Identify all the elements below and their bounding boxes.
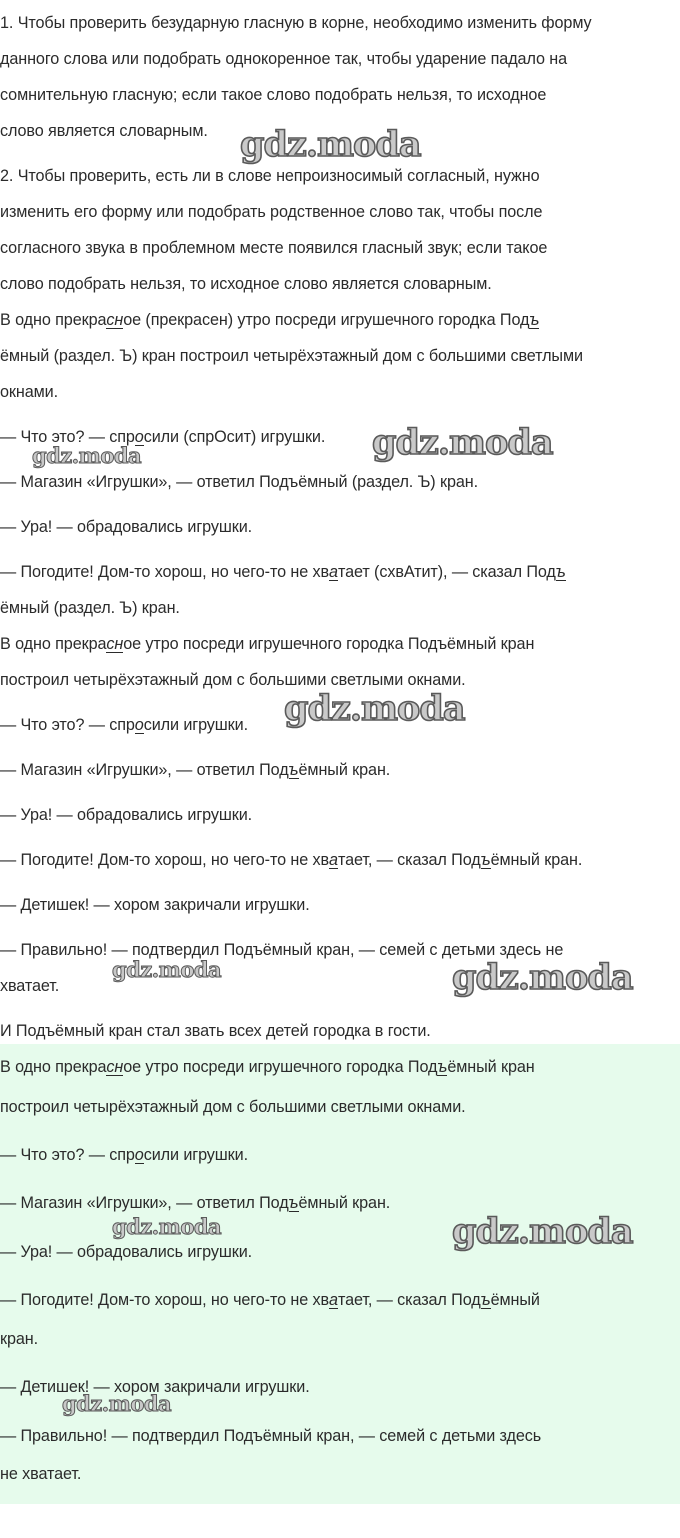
green-p6: — Детишек! — хором закричали игрушки. — [0, 1378, 310, 1396]
annotated-p2: — Что это? — спросили (спрОсит) игрушки. — [0, 428, 326, 446]
plain-p6: — Детишек! — хором закричали игрушки. — [0, 896, 310, 914]
plain-p3: — Магазин «Игрушки», — ответил Подъёмный кран. — [0, 761, 391, 779]
plain-p1-line2: построил четырёхэтажный дом с большими светлыми окнами. — [0, 671, 466, 689]
marked-letters: а — [329, 1291, 338, 1309]
annotated-p5-line2: ёмный (раздел. Ъ) кран. — [0, 599, 180, 617]
annotated-p1-line1: В одно прекрасное (прекрасен) утро посреди игрушечного городка Подъ — [0, 311, 540, 329]
watermark-logo: gdz.moda — [372, 422, 553, 463]
green-p5-line1: — Погодите! Дом-то хорош, но чего-то не хватает, — сказал Подъёмный — [0, 1291, 540, 1309]
watermark-logo: gdz.moda — [284, 688, 465, 729]
marked-letters: а — [329, 851, 338, 869]
green-p1-line1: В одно прекрасное утро посреди игрушечного городка Подъёмный кран — [0, 1058, 535, 1076]
annotated-p1-line3: окнами. — [0, 383, 58, 401]
marked-letters: о — [134, 428, 144, 446]
plain-p5: — Погодите! Дом-то хорош, но чего-то не хватает, — сказал Подъёмный кран. — [0, 851, 583, 869]
rule2-line2: изменить его форму или подобрать родственное слово так, чтобы после — [0, 203, 543, 221]
marked-letters: ъ — [288, 1194, 299, 1212]
marked-letters: ъ — [529, 311, 540, 329]
watermark-logo: gdz.moda — [452, 957, 633, 998]
marked-letters: сн — [106, 1058, 124, 1076]
annotated-p4: — Ура! — обрадовались игрушки. — [0, 518, 253, 536]
watermark-logo: gdz.moda — [452, 1211, 633, 1252]
marked-letters: а — [329, 563, 338, 581]
green-p1-line2: построил четырёхэтажный дом с большими светлыми окнами. — [0, 1098, 466, 1116]
marked-letters: сн — [106, 311, 124, 329]
plain-p7-line1: — Правильно! — подтвердил Подъёмный кран, — семей с детьми здесь не — [0, 941, 564, 959]
rule1-line1: 1. Чтобы проверить безударную гласную в корне, необходимо изменить форму — [0, 14, 592, 32]
green-p7-line1: — Правильно! — подтвердил Подъёмный кран, — семей с детьми здесь — [0, 1427, 542, 1445]
green-p3: — Магазин «Игрушки», — ответил Подъёмный кран. — [0, 1194, 391, 1212]
plain-p4: — Ура! — обрадовались игрушки. — [0, 806, 253, 824]
watermark-logo: gdz.moda — [32, 443, 142, 468]
rule1-line3: сомнительную гласную; если такое слово подобрать нельзя, то исходное — [0, 86, 547, 104]
rule2-line4: слово подобрать нельзя, то исходное слово является словарным. — [0, 275, 492, 293]
green-p4: — Ура! — обрадовались игрушки. — [0, 1243, 253, 1261]
annotated-p5-line1: — Погодите! Дом-то хорош, но чего-то не хватает (схвАтит), — сказал Подъ — [0, 563, 566, 581]
marked-letters: ъ — [480, 1291, 491, 1309]
marked-letters: ъ — [480, 851, 491, 869]
annotated-p3: — Магазин «Игрушки», — ответил Подъёмный (раздел. Ъ) кран. — [0, 473, 479, 491]
marked-letters: сн — [106, 635, 124, 653]
plain-p8: И Подъёмный кран стал звать всех детей городка в гости. — [0, 1022, 431, 1040]
watermark-logo: gdz.moda — [112, 1214, 222, 1239]
plain-p7-line2: хватает. — [0, 977, 60, 995]
marked-letters: ъ — [555, 563, 566, 581]
rule1-line4: слово является словарным. — [0, 122, 208, 140]
marked-letters: о — [134, 1146, 144, 1164]
marked-letters: ъ — [437, 1058, 448, 1076]
annotated-p1-line2: ёмный (раздел. Ъ) кран построил четырёхэтажный дом с большими светлыми — [0, 347, 583, 365]
watermark-logo: gdz.moda — [62, 1391, 172, 1416]
green-p7-line2: не хватает. — [0, 1465, 82, 1483]
rule2-line3: согласного звука в проблемном месте появился гласный звук; если такое — [0, 239, 548, 257]
rule2-line1: 2. Чтобы проверить, есть ли в слове непроизносимый согласный, нужно — [0, 167, 540, 185]
green-p5-line2: кран. — [0, 1330, 39, 1348]
marked-letters: о — [134, 716, 144, 734]
watermark-logo: gdz.moda — [240, 124, 421, 165]
marked-letters: ъ — [288, 761, 299, 779]
watermark-logo: gdz.moda — [112, 957, 222, 982]
rule1-line2: данного слова или подобрать однокоренное так, чтобы ударение падало на — [0, 50, 568, 68]
plain-p1-line1: В одно прекрасное утро посреди игрушечного городка Подъёмный кран — [0, 635, 535, 653]
green-p2: — Что это? — спросили игрушки. — [0, 1146, 248, 1164]
plain-p2: — Что это? — спросили игрушки. — [0, 716, 248, 734]
